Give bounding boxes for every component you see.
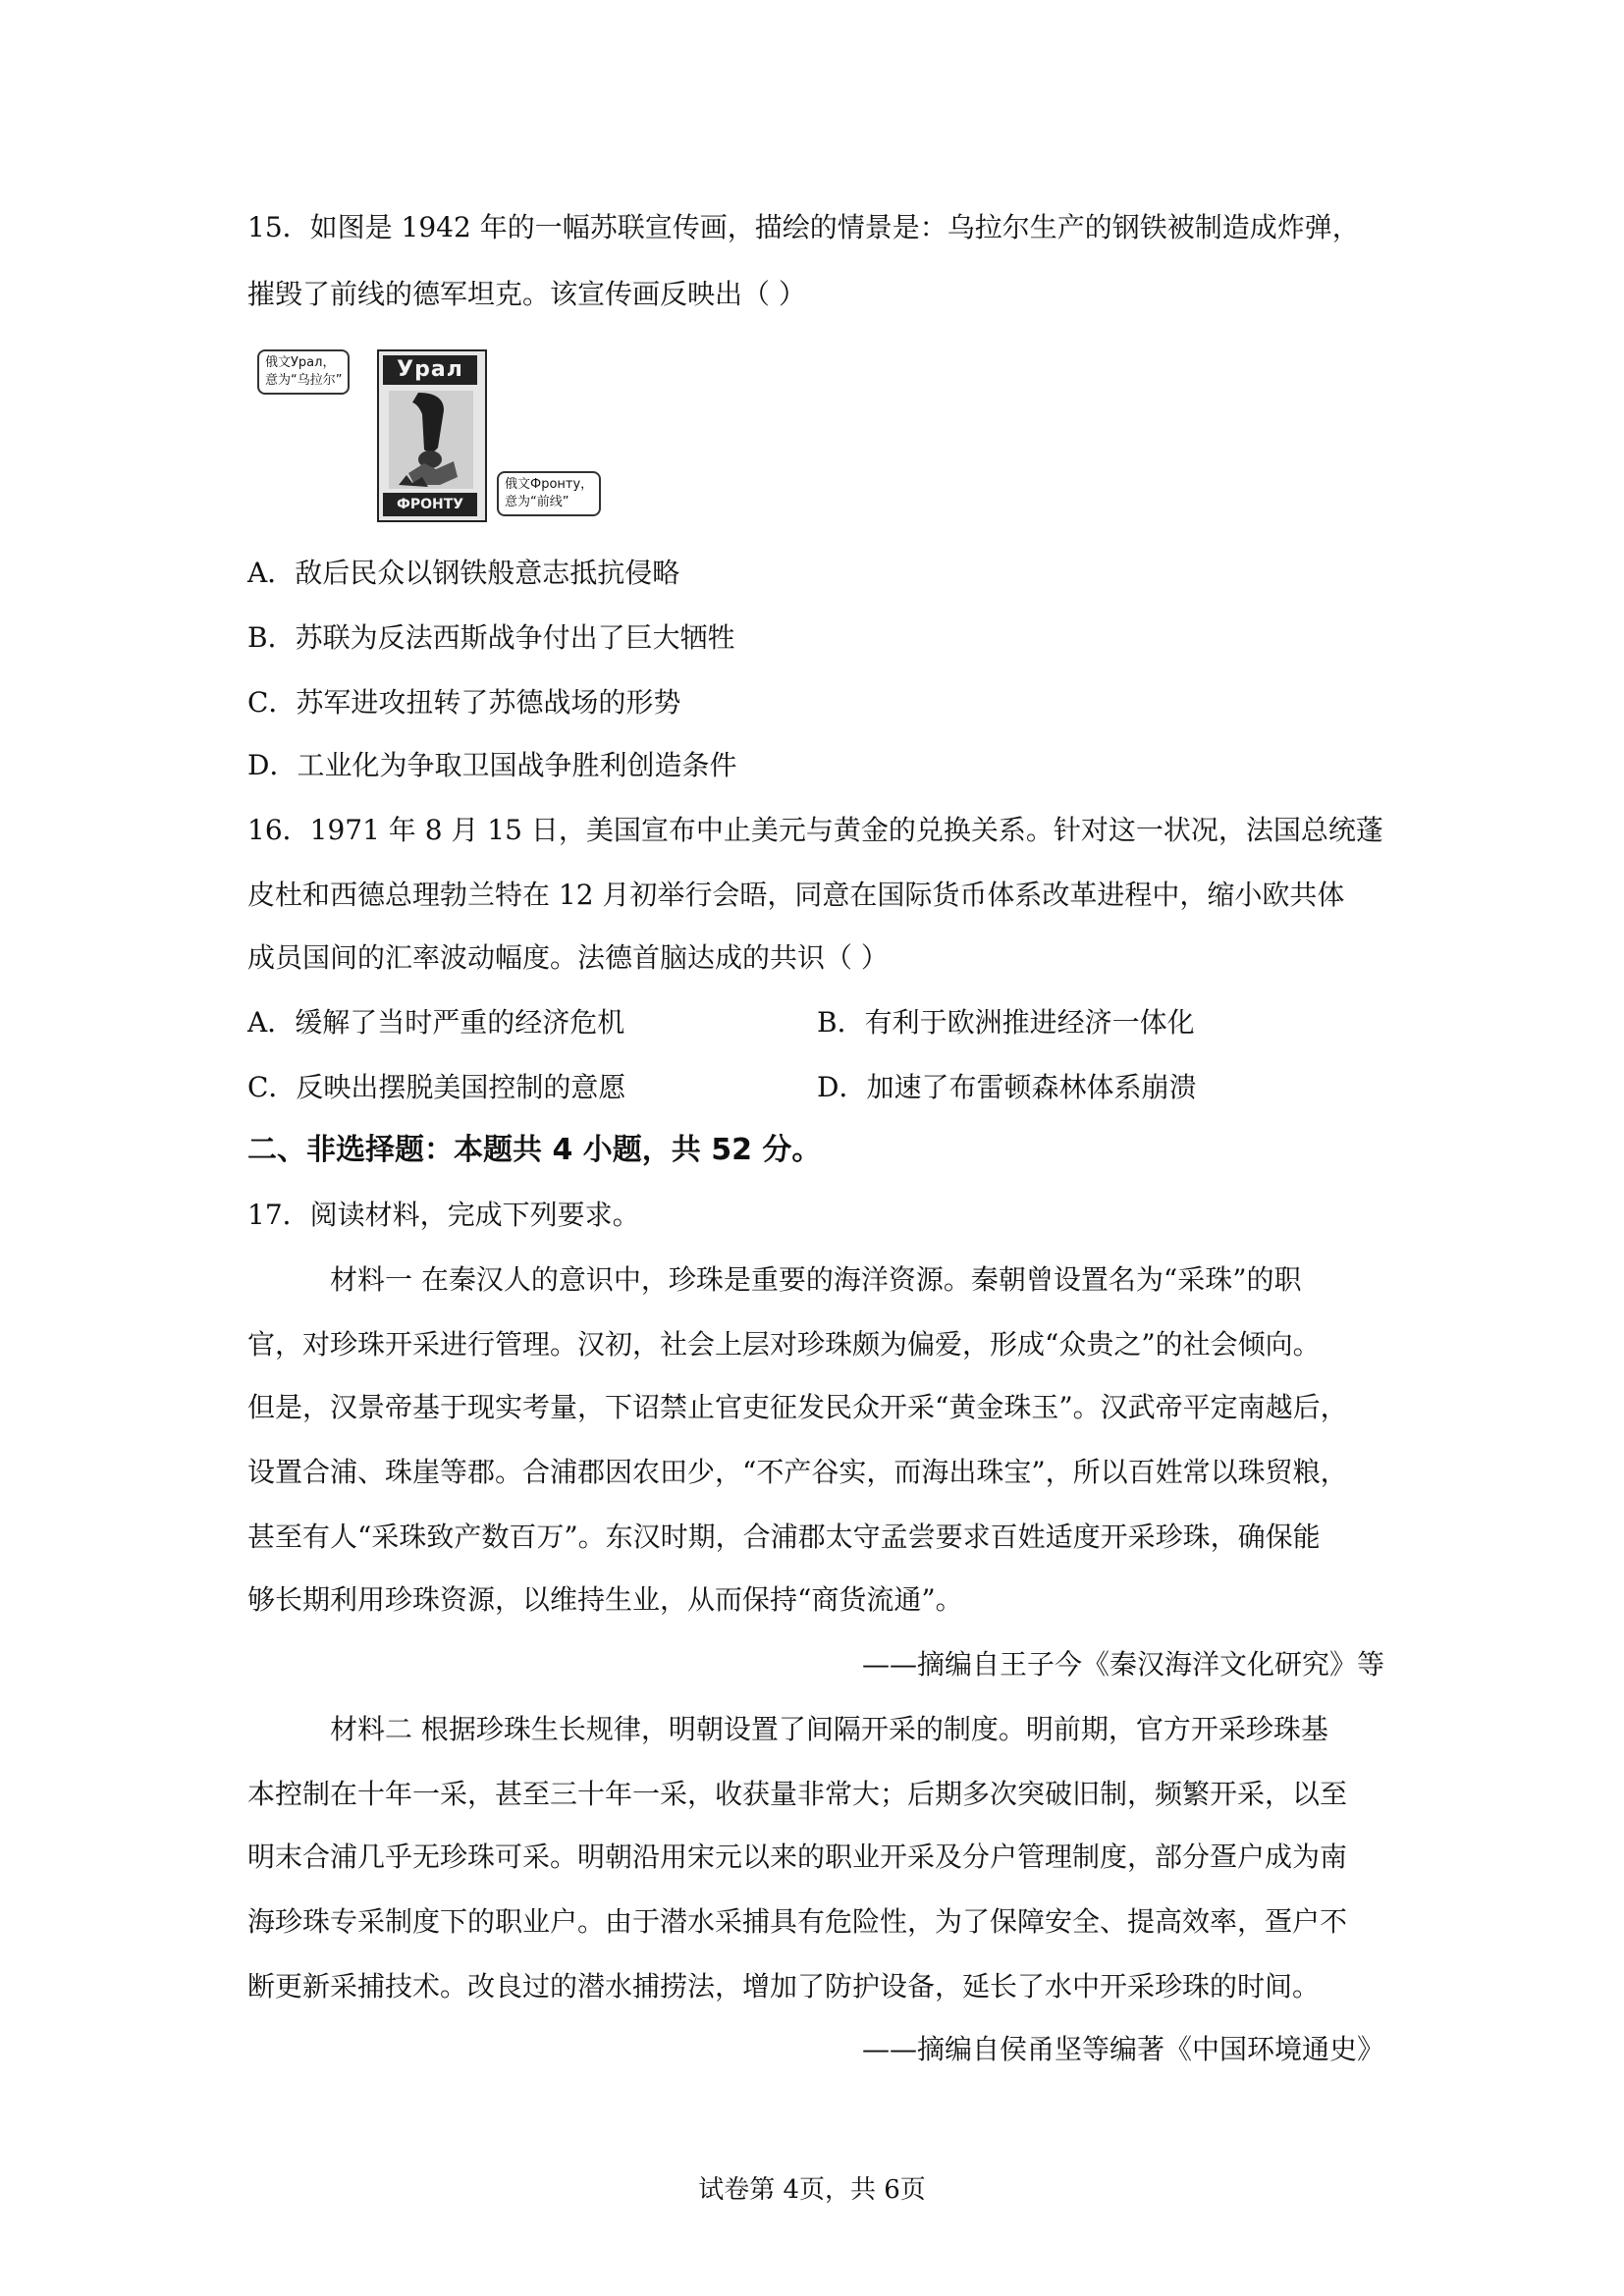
propaganda-poster-image xyxy=(377,349,487,522)
callout-front-line1: 俄文Фронту， xyxy=(505,477,594,492)
material2-source: ——摘编自侯甬坚等编著《中国环境通史》 xyxy=(861,2033,1384,2065)
q16-option-a: A．缓解了当时严重的经济危机 xyxy=(247,1006,625,1039)
material1-line: 甚至有人“采珠致产数百万”。东汉时期，合浦郡太守孟尝要求百姓适度开采珍珠，确保能 xyxy=(247,1521,1321,1553)
poster-ural-text: Урал xyxy=(383,355,477,385)
poster-bomb-illustration xyxy=(389,391,473,489)
q16-stem-line3: 成员国间的汇率波动幅度。法德首脑达成的共识（ ） xyxy=(247,941,889,974)
material1-line: 官，对珍珠开采进行管理。汉初，社会上层对珍珠颇为偏爱，形成“众贵之”的社会倾向。 xyxy=(247,1328,1321,1361)
q15-stem-line1: 15．如图是 1942 年的一幅苏联宣传画，描绘的情景是：乌拉尔生产的钢铁被制造成炸弹， xyxy=(247,211,1360,243)
q15-option-a: A．敌后民众以钢铁般意志抵抗侵略 xyxy=(247,557,680,589)
q16-option-c: C．反映出摆脱美国控制的意愿 xyxy=(247,1071,626,1103)
material1-line: 材料一 在秦汉人的意识中，珍珠是重要的海洋资源。秦朝曾设置名为“采珠”的职 xyxy=(330,1263,1302,1296)
callout-ural xyxy=(257,349,350,395)
callout-front xyxy=(497,471,601,516)
material1-line: 够长期利用珍珠资源，以维持生业，从而保持“商货流通”。 xyxy=(247,1583,963,1616)
page-footer: 试卷第 4页，共 6页 xyxy=(698,2175,926,2205)
poster-front-text: ФРОНТУ xyxy=(383,493,477,516)
q15-option-d: D．工业化为争取卫国战争胜利创造条件 xyxy=(247,749,737,781)
q15-stem-line2: 摧毁了前线的德军坦克。该宣传画反映出（ ） xyxy=(247,278,806,310)
material2-line: 材料二 根据珍珠生长规律，明朝设置了间隔开采的制度。明前期，官方开采珍珠基 xyxy=(330,1713,1328,1745)
material2-line: 本控制在十年一采，甚至三十年一采，收获量非常大；后期多次突破旧制，频繁开采，以至 xyxy=(247,1778,1348,1810)
q15-option-c: C．苏军进攻扭转了苏德战场的形势 xyxy=(247,686,681,719)
q17-stem: 17．阅读材料，完成下列要求。 xyxy=(247,1199,640,1231)
material1-source: ——摘编自王子今《秦汉海洋文化研究》等 xyxy=(861,1648,1384,1681)
callout-front-line2: 意为“前线” xyxy=(505,495,569,509)
callout-ural-line2: 意为“乌拉尔” xyxy=(265,373,343,388)
material2-line: 断更新采捕技术。改良过的潜水捕捞法，增加了防护设备，延长了水中开采珍珠的时间。 xyxy=(247,1970,1321,2002)
q15-option-b: B．苏联为反法西斯战争付出了巨大牺牲 xyxy=(247,621,735,654)
q16-option-d: D．加速了布雷顿森林体系崩溃 xyxy=(817,1071,1197,1103)
section2-heading: 二、非选择题：本题共 4 小题，共 52 分。 xyxy=(247,1133,822,1167)
material1-line: 但是，汉景帝基于现实考量，下诏禁止官吏征发民众开采“黄金珠玉”。汉武帝平定南越后， xyxy=(247,1391,1348,1423)
material1-line: 设置合浦、珠崖等郡。合浦郡因农田少，“不产谷实，而海出珠宝”，所以百姓常以珠贸粮， xyxy=(247,1456,1348,1488)
q16-stem-line1: 16．1971 年 8 月 15 日，美国宣布中止美元与黄金的兑换关系。针对这一状况，法国总统蓬 xyxy=(247,814,1383,846)
material2-line: 明末合浦几乎无珍珠可采。明朝沿用宋元以来的职业开采及分户管理制度，部分疍户成为南 xyxy=(247,1841,1348,1873)
material2-line: 海珍珠专采制度下的职业户。由于潜水采捕具有危险性，为了保障安全、提高效率，疍户不 xyxy=(247,1905,1348,1938)
q16-option-b: B．有利于欧洲推进经济一体化 xyxy=(817,1006,1195,1039)
callout-ural-line1: 俄文Урал， xyxy=(265,355,336,370)
q16-stem-line2: 皮杜和西德总理勃兰特在 12 月初举行会晤，同意在国际货币体系改革进程中，缩小欧共体 xyxy=(247,879,1345,911)
